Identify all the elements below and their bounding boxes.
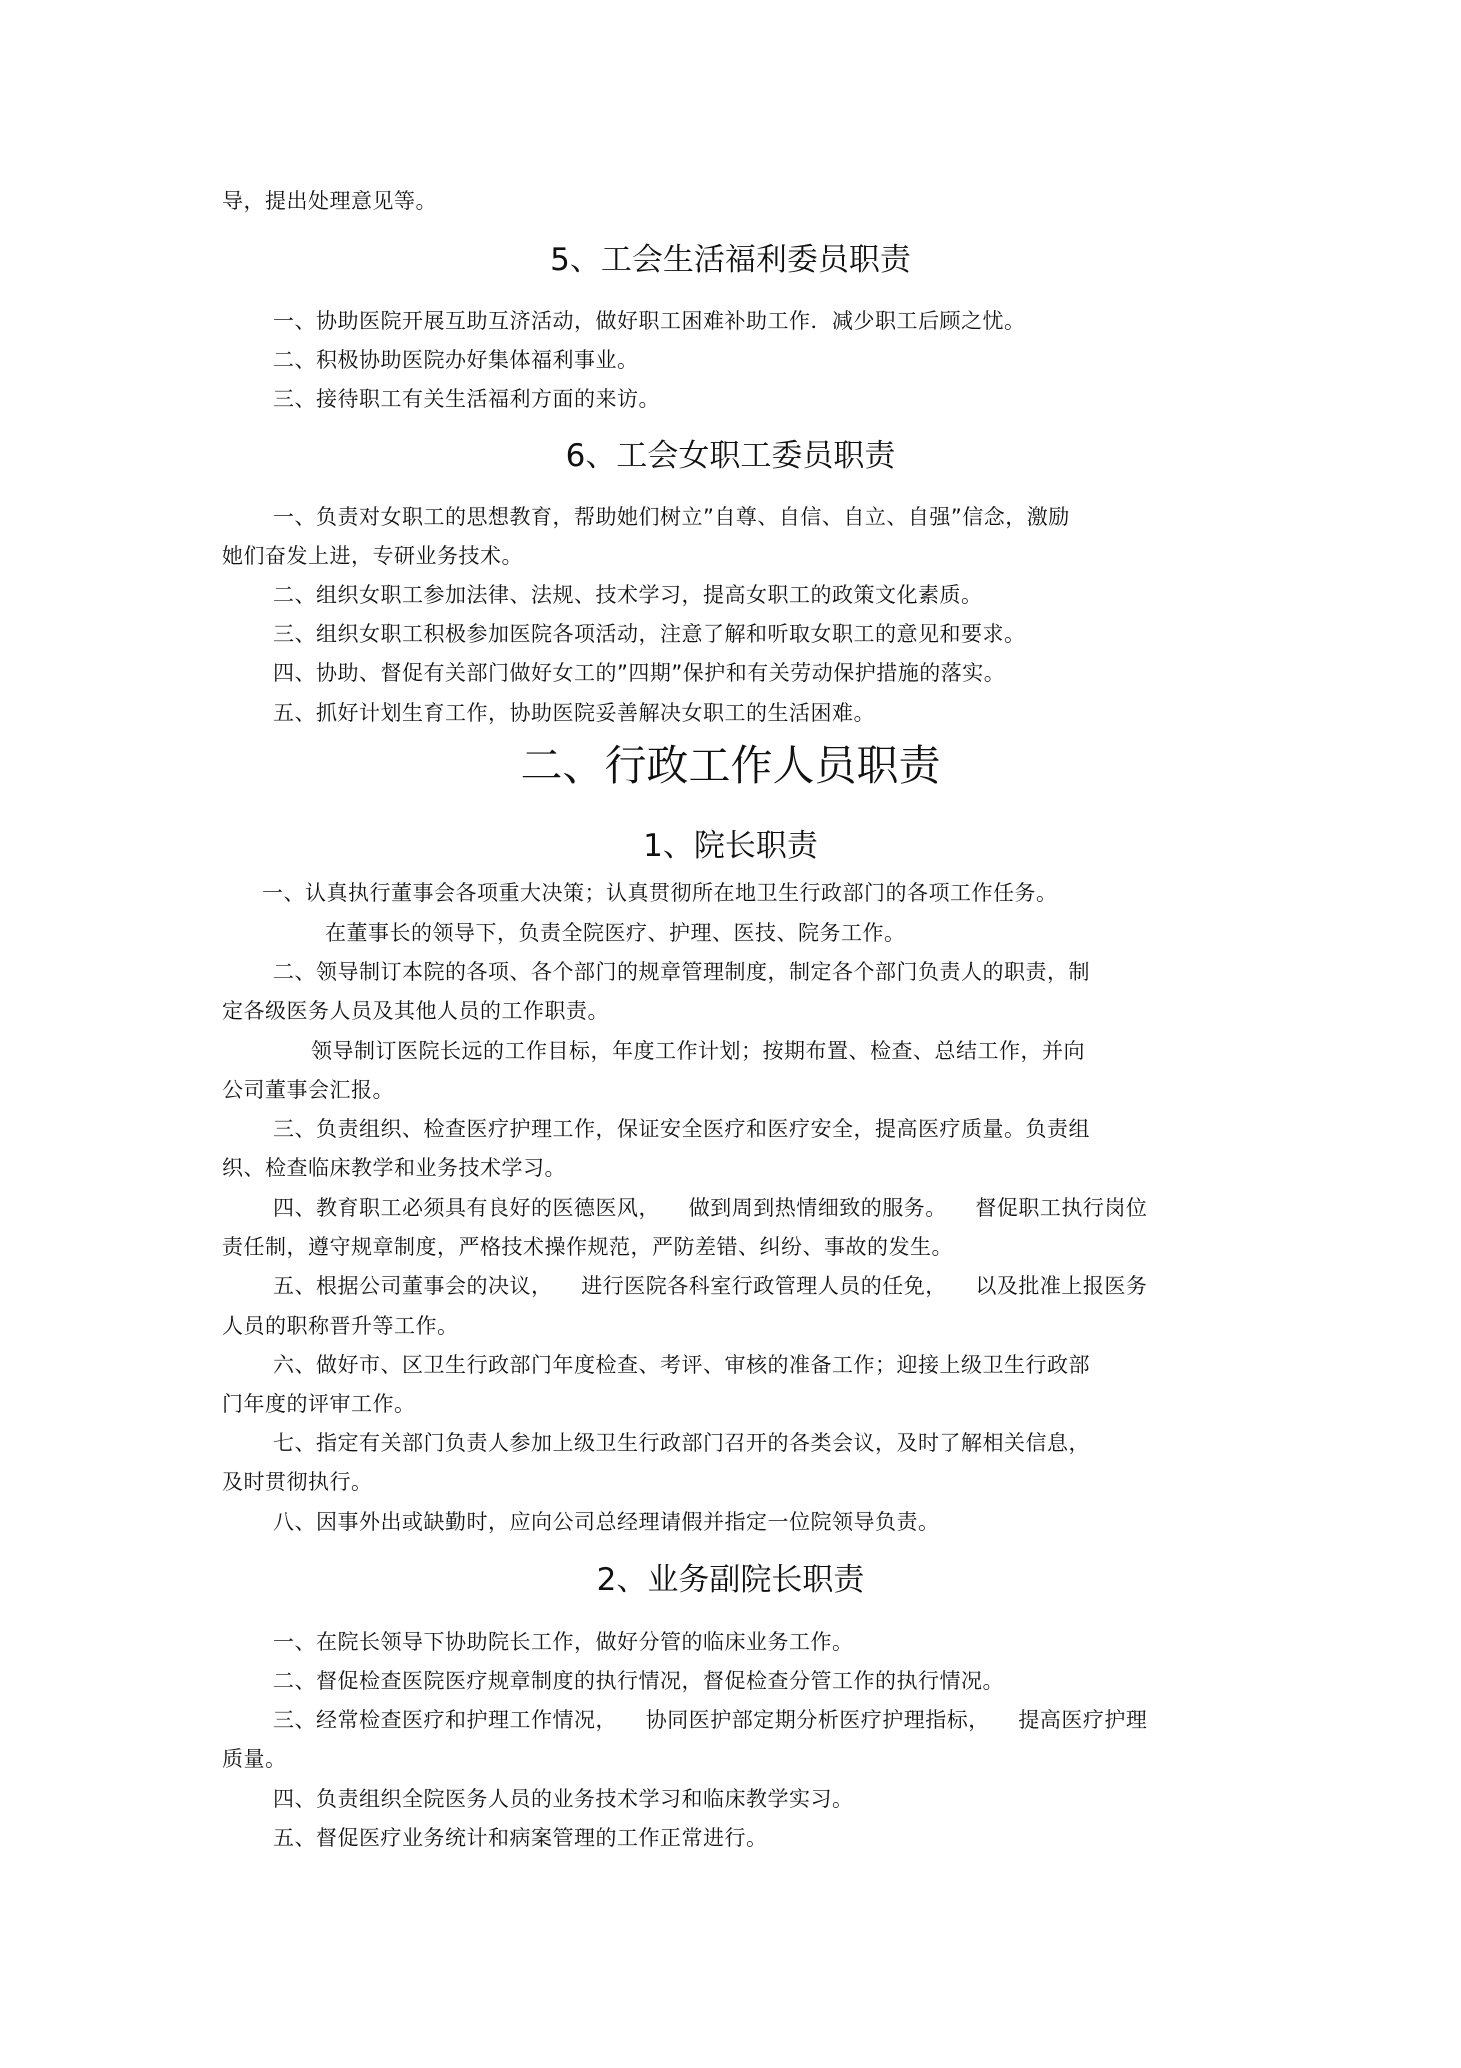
paragraph-line: 责任制，遵守规章制度，严格技术操作规范，严防差错、纠纷、事故的发生。: [222, 1235, 953, 1259]
paragraph-line: 一、在院长领导下协助院长工作，做好分管的临床业务工作。: [273, 1630, 854, 1654]
paragraph-line: 门年度的评审工作。: [222, 1392, 416, 1416]
paragraph-line: 在董事长的领导下，负责全院医疗、护理、医技、院务工作。: [325, 921, 906, 945]
paragraph-line: 三、负责组织、检查医疗护理工作，保证安全医疗和医疗安全，提高医疗质量。负责组: [273, 1117, 1090, 1141]
paragraph-line: 她们奋发上进，专研业务技术。: [222, 544, 523, 568]
paragraph-line: 一、认真执行董事会各项重大决策；认真贯彻所在地卫生行政部门的各项工作任务。: [262, 881, 1058, 905]
paragraph-line: 二、督促检查医院医疗规章制度的执行情况，督促检查分管工作的执行情况。: [273, 1669, 1004, 1693]
paragraph-line: 三、组织女职工积极参加医院各项活动，注意了解和听取女职工的意见和要求。: [273, 622, 1026, 646]
paragraph-line: 七、指定有关部门负责人参加上级卫生行政部门召开的各类会议，及时了解相关信息，: [273, 1431, 1090, 1455]
paragraph-line: 导，提出处理意见等。: [222, 189, 437, 213]
paragraph-line: 二、积极协助医院办好集体福利事业。: [273, 348, 639, 372]
paragraph-line: 五、督促医疗业务统计和病案管理的工作正常进行。: [273, 1826, 768, 1850]
paragraph-line: 及时贯彻执行。: [222, 1470, 373, 1494]
section-heading: 1、院长职责: [643, 828, 818, 864]
paragraph-line: 六、做好市、区卫生行政部门年度检查、考评、审核的准备工作；迎接上级卫生行政部: [273, 1353, 1090, 1377]
paragraph-line: 三、经常检查医疗和护理工作情况， 协同医护部定期分析医疗护理指标， 提高医疗护理: [273, 1708, 1148, 1732]
paragraph-line: 人员的职称晋升等工作。: [222, 1314, 459, 1338]
paragraph-line: 五、根据公司董事会的决议， 进行医院各科室行政管理人员的任免， 以及批准上报医务: [273, 1274, 1148, 1298]
paragraph-line: 二、组织女职工参加法律、法规、技术学习，提高女职工的政策文化素质。: [273, 583, 983, 607]
paragraph-line: 质量。: [222, 1747, 287, 1771]
paragraph-line: 织、检查临床教学和业务技术学习。: [222, 1156, 566, 1180]
paragraph-line: 二、领导制订本院的各项、各个部门的规章管理制度，制定各个部门负责人的职责，制: [273, 960, 1090, 984]
paragraph-line: 一、负责对女职工的思想教育，帮助她们树立”自尊、自信、自立、自强”信念，激励: [273, 505, 1070, 529]
paragraph-line: 四、协助、督促有关部门做好女工的”四期”保护和有关劳动保护措施的落实。: [273, 661, 1006, 685]
paragraph-line: 三、接待职工有关生活福利方面的来访。: [273, 387, 660, 411]
paragraph-line: 一、协助医院开展互助互济活动，做好职工困难补助工作．减少职工后顾之忧。: [273, 309, 1026, 333]
paragraph-line: 五、抓好计划生育工作，协助医院妥善解决女职工的生活困难。: [273, 701, 875, 725]
paragraph-line: 四、负责组织全院医务人员的业务技术学习和临床教学实习。: [273, 1787, 854, 1811]
chapter-heading: 二、行政工作人员职责: [520, 741, 941, 790]
paragraph-line: 八、因事外出或缺勤时，应向公司总经理请假并指定一位院领导负责。: [273, 1510, 940, 1534]
paragraph-line: 四、教育职工必须具有良好的医德医风， 做到周到热情细致的服务。 督促职工执行岗位: [273, 1196, 1148, 1220]
paragraph-line: 公司董事会汇报。: [222, 1078, 394, 1102]
section-heading: 6、工会女职工委员职责: [565, 438, 896, 474]
paragraph-line: 定各级医务人员及其他人员的工作职责。: [222, 999, 609, 1023]
paragraph-line: 领导制订医院长远的工作目标，年度工作计划；按期布置、检查、总结工作，并向: [311, 1039, 1085, 1063]
section-heading: 5、工会生活福利委员职责: [550, 242, 911, 278]
section-heading: 2、业务副院长职责: [596, 1562, 865, 1598]
